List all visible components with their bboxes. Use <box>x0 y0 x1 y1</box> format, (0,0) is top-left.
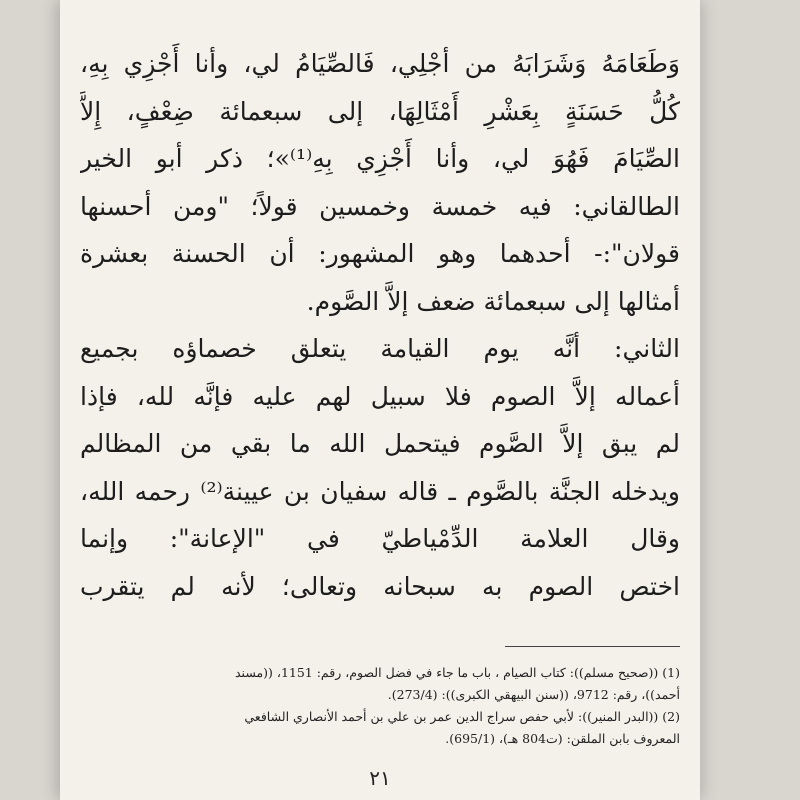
text-line: الصِّيَامَ فَهُوَ لي، وأنا أَجْزِي بِهِ⁽¹⁾»؛ ذكر أبو الخير <box>80 144 680 173</box>
book-page <box>60 0 700 800</box>
text-line: لم يبق إلاَّ الصَّوم فيتحمل الله ما بقي من المظالم <box>80 429 680 458</box>
text-line: ويدخله الجنَّة بالصَّوم ـ قاله سفيان بن عيينة⁽²⁾ رحمه الله، <box>80 476 680 506</box>
footnote-divider <box>505 646 680 647</box>
text-line: قولان":- أحدهما وهو المشهور: أن الحسنة بعشرة <box>80 239 680 268</box>
footnote-line: (1) ((صحيح مسلم)): كتاب الصيام ، باب ما جاء في فضل الصوم، رقم: 1151، ((مسند <box>234 665 680 680</box>
text-line: أعماله إلاَّ الصوم فلا سبيل لهم عليه فإنَّه لله، فإذا <box>80 381 680 411</box>
text-line: اختص الصوم به سبحانه وتعالى؛ لأنه لم يتقرب <box>80 571 680 601</box>
footnotes <box>80 662 680 750</box>
body-text <box>80 40 680 610</box>
page-number: ٢١ <box>369 766 391 790</box>
text-line: كُلُّ حَسَنَةٍ بِعَشْرِ أَمْثَالِهَا، إلى سبعمائة ضِعْفٍ، إِلاَّ <box>80 96 680 126</box>
footnote-line: (2) ((البدر المنير)): لأبي حفص سراج الدين عمر بن علي بن أحمد الأنصاري الشافعي <box>244 709 680 724</box>
footnote-line: أحمد))، رقم: 9712، ((سنن البيهقي الكبرى)): (273/4). <box>387 687 680 702</box>
text-line: الثاني: أنَّه يوم القيامة يتعلق خصماؤه بجميع <box>80 334 680 363</box>
text-line: وقال العلامة الدِّمْياطيّ في "الإعانة": وإنما <box>80 524 680 553</box>
text-line: وَطَعَامَهُ وَشَرَابَهُ من أجْلِي، فَالصِّيَامُ لي، وأنا أَجْزِي بِهِ، <box>80 49 680 78</box>
footnote-line: المعروف بابن الملقن: (ت804 هـ)، (695/1). <box>445 731 680 746</box>
text-line: أمثالها إلى سبعمائة ضعف إلاَّ الصَّوم. <box>306 286 680 316</box>
text-line: الطالقاني: فيه خمسة وخمسين قولاً؛ "ومن أحسنها <box>80 191 680 221</box>
